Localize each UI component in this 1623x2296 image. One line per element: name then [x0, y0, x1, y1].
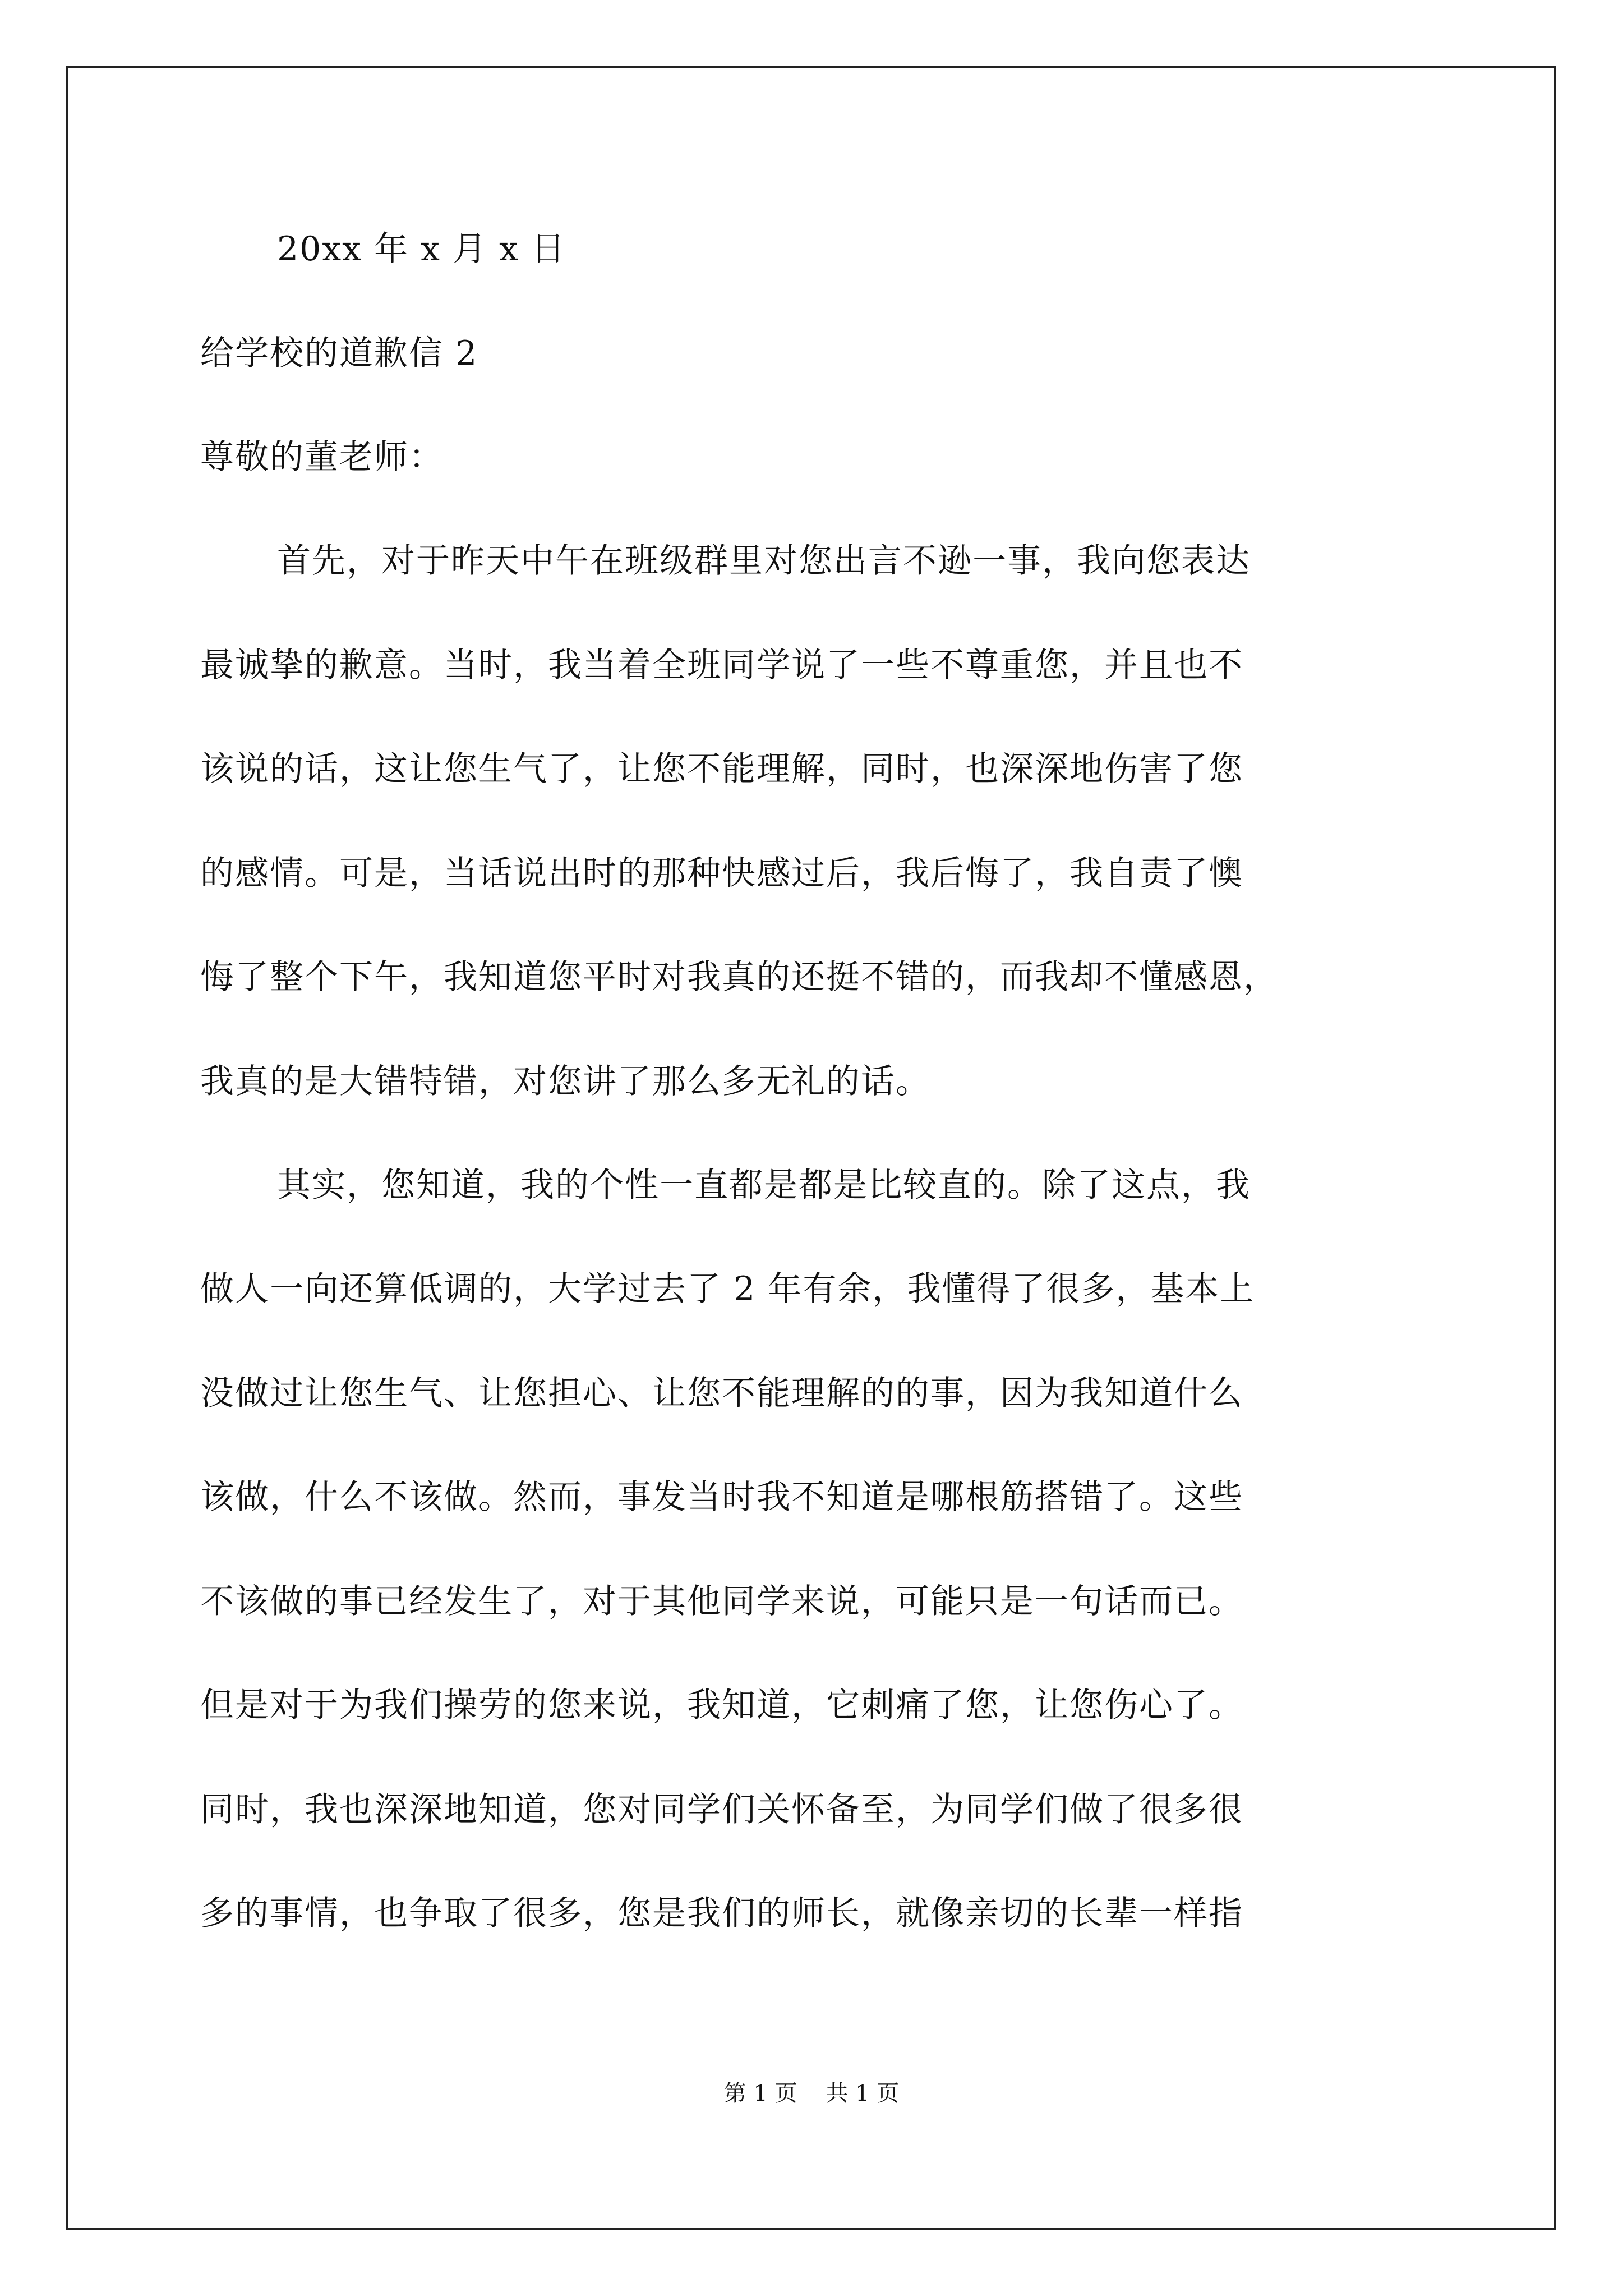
- body-line: 的感情。可是，当话说出时的那种快感过后，我后悔了，我自责了懊: [200, 854, 1243, 893]
- body-line: 做人一向还算低调的，大学过去了 2 年有余，我懂得了很多，基本上: [200, 1269, 1255, 1309]
- body-line: 同时，我也深深地知道，您对同学们关怀备至，为同学们做了很多很: [200, 1790, 1243, 1829]
- body-line: 该做，什么不该做。然而，事发当时我不知道是哪根筋搭错了。这些: [200, 1478, 1243, 1517]
- letter-title: 给学校的道歉信 2: [200, 334, 478, 373]
- body-line: 不该做的事已经发生了，对于其他同学来说，可能只是一句话而已。: [200, 1582, 1243, 1621]
- body-line: 该说的话，这让您生气了，让您不能理解，同时，也深深地伤害了您: [200, 749, 1243, 789]
- body-line: 没做过让您生气、让您担心、让您不能理解的的事，因为我知道什么: [200, 1374, 1243, 1413]
- body-line: 多的事情，也争取了很多，您是我们的师长，就像亲切的长辈一样指: [200, 1894, 1243, 1933]
- body-line: 悔了整个下午，我知道您平时对我真的还挺不错的，而我却不懂感恩，: [200, 958, 1278, 997]
- body-line: 我真的是大错特错，对您讲了那么多无礼的话。: [200, 1062, 930, 1101]
- date-line: 20xx 年 x 月 x 日: [277, 229, 566, 269]
- body-line: 其实，您知道，我的个性一直都是都是比较直的。除了这点，我: [277, 1166, 1251, 1205]
- body-line: 但是对于为我们操劳的您来说，我知道，它刺痛了您，让您伤心了。: [200, 1686, 1243, 1725]
- page-footer: 第 1 页 共 1 页: [723, 2081, 900, 2106]
- body-line: 首先，对于昨天中午在班级群里对您出言不逊一事，我向您表达: [277, 541, 1251, 581]
- salutation: 尊敬的董老师：: [200, 438, 444, 477]
- body-line: 最诚挚的歉意。当时，我当着全班同学说了一些不尊重您，并且也不: [200, 646, 1243, 685]
